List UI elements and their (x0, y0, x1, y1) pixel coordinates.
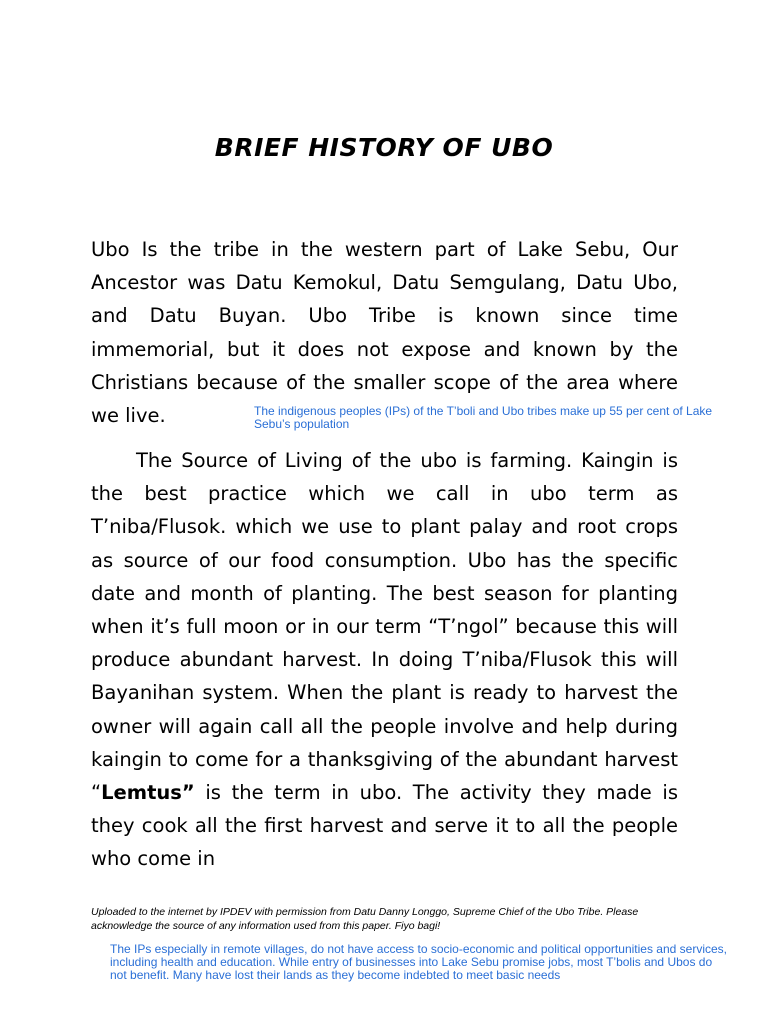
inline-note: The indigenous peoples (IPs) of the T’boli and Ubo tribes make up 55 per cent of Lake Sebu’s population (254, 404, 713, 431)
lemtus-term: Lemtus” (101, 781, 195, 805)
page-title: BRIEF HISTORY OF UBO (214, 133, 554, 162)
paragraph-2-text-start: The Source of Living of the ubo is farming. Kaingin is the best practice which we call in ubo term as T’niba/Flusok. which we use to plant palay and root crops as source of our food consumption. Ubo has the specific date and month of planting. The best season for planting when it’s full moon or in our term “T’ngol” because this will produce abundant harvest. In doing T’niba/Flusok this will Bayanihan system. When the plant is ready to harvest the owner will again call all the people involve and help during kaingin to come for a thanksgiving of the abundant harvest “ (91, 449, 678, 805)
footer-note: Uploaded to the internet by IPDEV with permission from Datu Danny Longgo, Supreme Chief of the Ubo Tribe. Please acknowledge the source of any information used from this paper. Fiyo bagi! (91, 906, 639, 932)
paragraph-2-text-end: is the term in ubo. The activity they made is they cook all the first harvest and serve it to all the people who come in (91, 781, 678, 871)
bottom-note: The IPs especially in remote villages, do not have access to socio-economic and political opportunities and services, including health and education. While entry of businesses into Lake Sebu promise jobs, most T’bolis and Ubos do not benefit. Many have lost their lands as they become indebted to meet basic needs (110, 942, 727, 982)
paragraph-1: Ubo Is the tribe in the western part of Lake Sebu, Our Ancestor was Datu Kemokul, Datu Semgulang, Datu Ubo, and Datu Buyan. Ubo Tribe is known since time immemorial, but it does not expose and known by the Christians because of the smaller scope of the area where we live. (91, 238, 678, 428)
paragraph-2 (91, 444, 678, 876)
